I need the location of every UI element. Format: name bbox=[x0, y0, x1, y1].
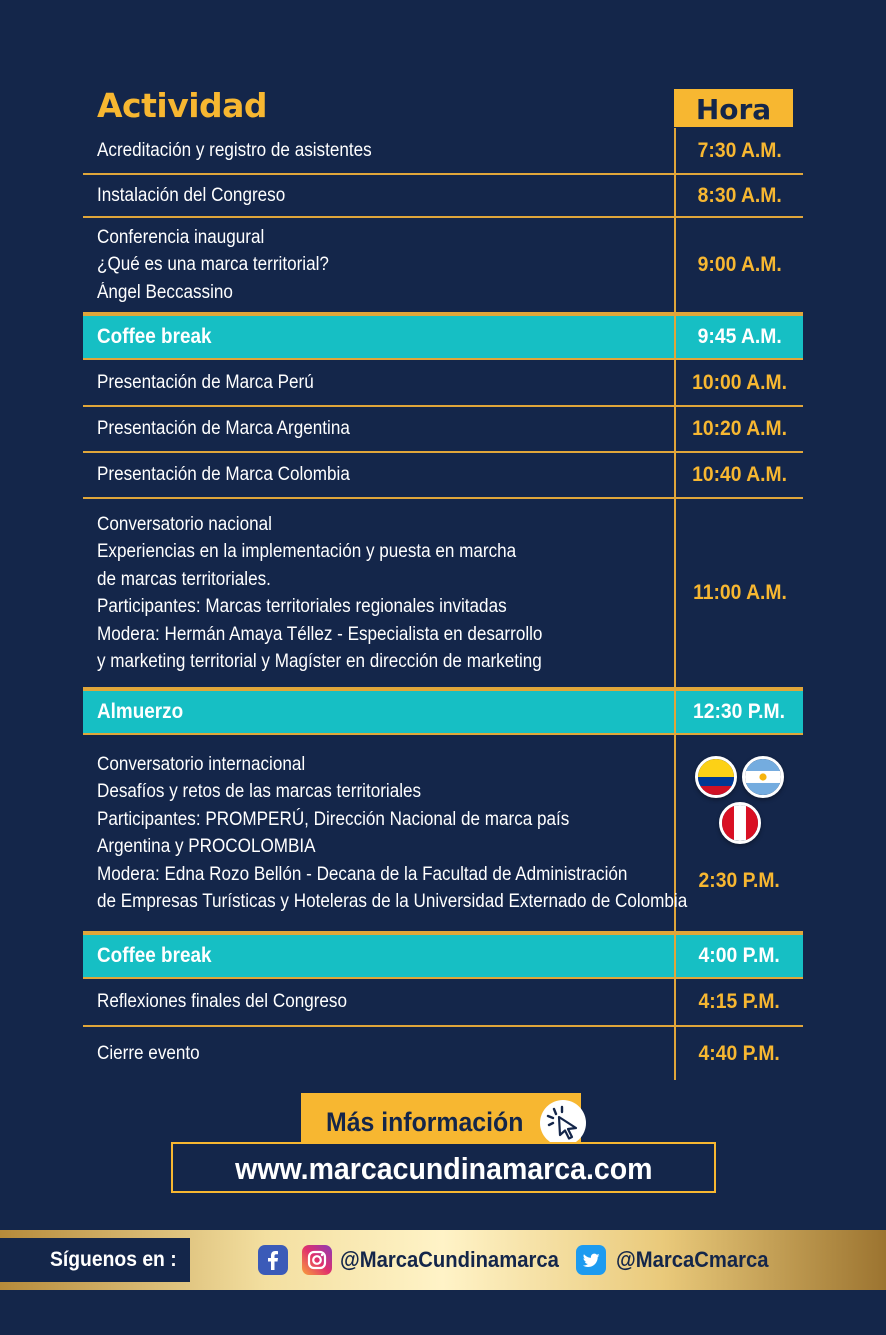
activity-line: Desafíos y retos de las marcas territoriales bbox=[97, 781, 422, 802]
social-fb-ig bbox=[258, 1243, 578, 1277]
activity-cell bbox=[83, 128, 674, 173]
follow-us-text: Síguenos en : bbox=[50, 1248, 177, 1271]
break-row bbox=[83, 689, 803, 735]
time-cell bbox=[674, 1027, 803, 1080]
activity-line: Almuerzo bbox=[97, 700, 184, 724]
facebook-icon[interactable] bbox=[258, 1245, 288, 1275]
activity-cell bbox=[83, 1027, 674, 1080]
schedule-row bbox=[83, 407, 803, 453]
activity-line: Participantes: Marcas territoriales regionales invitadas bbox=[97, 596, 507, 617]
time-cell bbox=[674, 453, 803, 497]
time-cell bbox=[674, 935, 803, 977]
column-header-actividad: Actividad bbox=[97, 86, 268, 125]
social-twitter bbox=[576, 1243, 782, 1277]
activity-cell bbox=[83, 360, 674, 405]
time-text: 9:45 A.M. bbox=[697, 325, 782, 348]
follow-us-label bbox=[0, 1238, 190, 1282]
time-text: 10:00 A.M. bbox=[692, 370, 787, 394]
more-info-label bbox=[301, 1093, 581, 1145]
activity-line: Instalación del Congreso bbox=[97, 184, 286, 206]
activity-line: Coffee break bbox=[97, 325, 212, 349]
activity-cell bbox=[83, 935, 674, 977]
time-cell bbox=[674, 407, 803, 451]
schedule-table bbox=[83, 128, 803, 1080]
schedule-row bbox=[83, 453, 803, 499]
colombia-flag-icon bbox=[695, 756, 737, 798]
twitter-handle[interactable] bbox=[616, 1247, 782, 1273]
activity-cell bbox=[83, 407, 674, 451]
schedule-row bbox=[83, 128, 803, 175]
time-text: 2:30 P.M. bbox=[698, 869, 781, 892]
time-cell bbox=[674, 316, 803, 358]
activity-line: de marcas territoriales. bbox=[97, 568, 271, 590]
activity-line: y marketing territorial y Magíster en dirección de marketing bbox=[97, 651, 542, 672]
column-header-hora: Hora bbox=[674, 89, 793, 127]
time-cell bbox=[674, 175, 803, 216]
activity-cell bbox=[83, 453, 674, 497]
instagram-icon[interactable] bbox=[302, 1245, 332, 1275]
activity-line: Presentación de Marca Perú bbox=[97, 371, 314, 393]
activity-line: Coffee break bbox=[97, 944, 212, 968]
activity-line: Ángel Beccassino bbox=[97, 281, 233, 303]
handle-text[interactable]: @MarcaCundinamarca bbox=[340, 1247, 559, 1272]
time-text: 9:00 A.M. bbox=[697, 253, 782, 276]
activity-line: Conferencia inaugural bbox=[97, 226, 265, 248]
schedule-row bbox=[83, 218, 803, 314]
time-cell bbox=[674, 360, 803, 405]
website-link[interactable] bbox=[171, 1142, 716, 1193]
activity-line: Conversatorio nacional bbox=[97, 513, 272, 535]
activity-line: Cierre evento bbox=[97, 1042, 200, 1064]
time-text: 8:30 A.M. bbox=[697, 183, 782, 207]
activity-line: Experiencias en la implementación y puesta en marcha bbox=[97, 541, 517, 562]
activity-cell bbox=[83, 979, 674, 1025]
activity-line: Modera: Edna Rozo Bellón - Decana de la Facultad de Administración bbox=[97, 863, 628, 885]
time-cell bbox=[674, 128, 803, 173]
time-text: 4:00 P.M. bbox=[698, 944, 781, 967]
twitter-icon[interactable] bbox=[576, 1245, 606, 1275]
instagram-facebook-handle[interactable] bbox=[340, 1247, 578, 1273]
activity-line: Participantes: PROMPERÚ, Dirección Nacional de marca país bbox=[97, 808, 570, 830]
activity-line: Acreditación y registro de asistentes bbox=[97, 139, 372, 161]
handle-text[interactable]: @MarcaCmarca bbox=[616, 1247, 769, 1272]
break-row bbox=[83, 314, 803, 360]
break-row bbox=[83, 933, 803, 979]
country-flags bbox=[695, 756, 787, 848]
time-text: 4:15 P.M. bbox=[698, 990, 781, 1013]
time-cell bbox=[674, 691, 803, 733]
time-text: 10:20 A.M. bbox=[692, 417, 787, 440]
argentina-flag-icon bbox=[742, 756, 784, 798]
time-text: 4:40 P.M. bbox=[698, 1041, 781, 1065]
time-cell bbox=[674, 499, 803, 687]
activity-cell bbox=[83, 218, 674, 312]
more-info-text: Más información bbox=[326, 1107, 524, 1137]
time-cell bbox=[674, 218, 803, 312]
activity-line: Presentación de Marca Argentina bbox=[97, 418, 350, 440]
activity-line: Presentación de Marca Colombia bbox=[97, 464, 350, 486]
activity-cell bbox=[83, 691, 674, 733]
schedule-row bbox=[83, 175, 803, 218]
time-text: 7:30 A.M. bbox=[697, 138, 782, 162]
activity-line: Argentina y PROCOLOMBIA bbox=[97, 836, 316, 857]
activity-cell bbox=[83, 499, 674, 687]
time-text: 11:00 A.M. bbox=[692, 581, 787, 604]
peru-flag-icon bbox=[719, 802, 761, 844]
activity-line: ¿Qué es una marca territorial? bbox=[97, 254, 329, 276]
time-text: 12:30 P.M. bbox=[693, 700, 786, 723]
schedule-row bbox=[83, 360, 803, 407]
schedule-row bbox=[83, 499, 803, 689]
activity-cell bbox=[83, 316, 674, 358]
activity-line: Conversatorio internacional bbox=[97, 753, 306, 775]
activity-line: Modera: Hermán Amaya Téllez - Especialista en desarrollo bbox=[97, 623, 543, 645]
activity-cell bbox=[83, 175, 674, 216]
website-url[interactable]: www.marcacundinamarca.com bbox=[234, 1151, 653, 1186]
schedule-row bbox=[83, 979, 803, 1027]
schedule-row bbox=[83, 1027, 803, 1080]
click-cursor-icon bbox=[540, 1100, 586, 1146]
time-text: 10:40 A.M. bbox=[692, 463, 787, 486]
activity-cell bbox=[83, 735, 688, 931]
activity-line: Reflexiones finales del Congreso bbox=[97, 991, 348, 1013]
time-cell bbox=[674, 979, 803, 1025]
activity-line: de Empresas Turísticas y Hoteleras de la Universidad Externado de Colombia bbox=[97, 891, 688, 912]
